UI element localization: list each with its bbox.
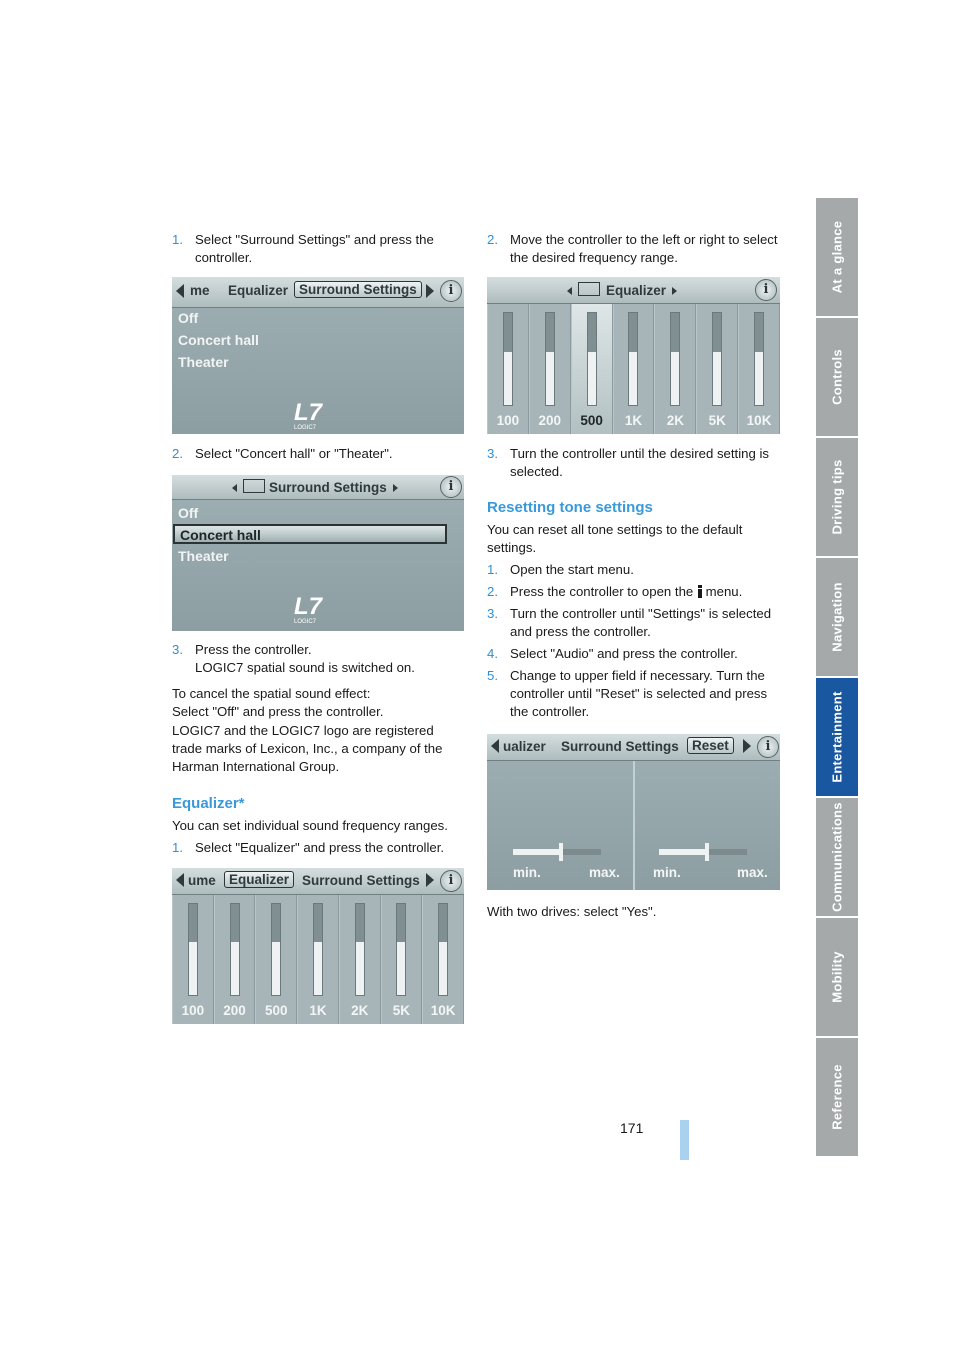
eq-band-label: 2K [351, 1003, 369, 1018]
screen-surround-selected [172, 475, 464, 631]
eq-slider-track [396, 903, 406, 996]
trademark-text: LOGIC7 and the LOGIC7 logo are registered trade marks of Lexicon, Inc., a company of the Harman International Group. [172, 723, 443, 774]
screen-title: Equalizer [606, 283, 667, 298]
balance-bar-fill [513, 849, 561, 855]
reset-panel-right [635, 761, 780, 890]
balance-bar-track [561, 849, 601, 855]
screen-menu-bar [487, 734, 780, 761]
logic7-logo: L7 LOGIC7 [294, 593, 323, 625]
section-tab-navigation[interactable] [816, 558, 858, 676]
menu-tab-equalizer: ualizer [503, 739, 546, 754]
eq-band[interactable] [696, 304, 738, 434]
section-tab-reference[interactable] [816, 1038, 858, 1156]
menu-tab-equalizer: Equalizer [224, 871, 294, 888]
eq-band-label: 5K [708, 413, 726, 428]
eq-band[interactable] [297, 895, 339, 1024]
eq-slider-level [272, 942, 280, 995]
left-eq-step-1 [172, 839, 472, 857]
cancel-text-1: To cancel the spatial sound effect: [172, 686, 371, 701]
section-tab-label: Communications [829, 802, 845, 912]
menu-tab-surround-settings: Surround Settings [561, 739, 679, 754]
right-step-2 [487, 231, 783, 267]
eq-band-label: 1K [309, 1003, 327, 1018]
step-text: Select "Concert hall" or "Theater". [195, 446, 393, 461]
eq-slider-track [503, 312, 513, 406]
section-tab-label: Navigation [829, 582, 845, 652]
heading-resetting-tone-settings: Resetting tone settings [487, 499, 653, 516]
reset-step-5: 5. Change to upper field if necessary. Turn the controller until "Reset" is selected and press the controller. [487, 668, 768, 719]
step-text-result: LOGIC7 spatial sound is switched on. [195, 660, 415, 675]
eq-slider-track [754, 312, 764, 406]
screen-title: Surround Settings [269, 480, 387, 495]
reset-step-4: 4. Select "Audio" and press the controller. [487, 646, 738, 661]
cancel-paragraph [172, 685, 472, 721]
eq-band-label: 500 [265, 1003, 288, 1018]
step-number: 2. [487, 232, 498, 247]
menu-item-concert-hall: Concert hall [178, 332, 259, 348]
right-arrow-icon [393, 484, 398, 492]
section-tab-label: Mobility [829, 951, 845, 1003]
eq-band-label: 10K [430, 1003, 456, 1018]
heading-equalizer: Equalizer* [172, 795, 245, 812]
eq-slider-level [629, 352, 637, 405]
step-text: Select "Surround Settings" and press the controller. [195, 232, 434, 265]
max-label: max. [737, 865, 768, 880]
eq-band[interactable] [255, 895, 297, 1024]
left-arrow-icon [567, 287, 572, 295]
menu-item-theater: Theater [178, 354, 229, 370]
min-label: min. [653, 865, 681, 880]
eq-slider-track [271, 903, 281, 996]
reset-step-1: 1. Open the start menu. [487, 562, 634, 577]
eq-slider-level [231, 942, 239, 995]
page-marker-bar [680, 1120, 689, 1160]
eq-band[interactable] [487, 304, 529, 434]
eq-slider-track [188, 903, 198, 996]
screen-equalizer-tabs [172, 868, 464, 1024]
eq-slider-track [712, 312, 722, 406]
cancel-text-2: Select "Off" and press the controller. [172, 704, 384, 719]
step-number: 1. [172, 840, 183, 855]
reset-step-3: 3. Turn the controller until "Settings" is selected and press the controller. [487, 606, 772, 639]
eq-slider-level [439, 942, 447, 995]
eq-slider-level [356, 942, 364, 995]
equalizer-bands [487, 304, 780, 434]
eq-band[interactable] [214, 895, 256, 1024]
eq-band[interactable] [738, 304, 780, 434]
screen-equalizer-select [487, 277, 780, 434]
left-step-1 [172, 231, 472, 267]
wave-title [567, 282, 677, 298]
info-icon: i [440, 280, 462, 302]
min-label: min. [513, 865, 541, 880]
page-number: 171 [620, 1120, 644, 1136]
reset-step-list [487, 561, 783, 721]
menu-tab-equalizer: Equalizer [228, 283, 289, 298]
eq-band-label: 1K [624, 413, 643, 428]
right-arrow-icon [672, 287, 677, 295]
section-tab-controls[interactable] [816, 318, 858, 436]
eq-slider-track [313, 903, 323, 996]
equalizer-wave-icon [243, 479, 265, 493]
eq-slider-track [438, 903, 448, 996]
fader-bar-fill [659, 849, 707, 855]
menu-item-theater: Theater [178, 548, 229, 564]
left-arrow-icon [176, 284, 184, 298]
info-icon: i [440, 476, 462, 498]
eq-band[interactable] [422, 895, 464, 1024]
section-tab-entertainment[interactable] [816, 678, 858, 796]
eq-slider-level [755, 352, 763, 405]
fader-handle [705, 843, 709, 861]
balance-handle [559, 843, 563, 861]
eq-band[interactable] [613, 304, 655, 434]
equalizer-wave-icon [578, 282, 600, 296]
eq-slider-level [671, 352, 679, 405]
logic7-logo: L7 LOGIC7 [294, 399, 323, 431]
step-text: Move the controller to the left or right to select the desired frequency range. [510, 232, 778, 265]
screen-title-bar [172, 475, 464, 500]
section-tab-label: Entertainment [829, 691, 845, 783]
eq-band[interactable] [381, 895, 423, 1024]
screen-reset [487, 734, 780, 890]
left-arrow-icon [176, 873, 184, 887]
equalizer-intro-text: You can set individual sound frequency ranges. [172, 818, 448, 833]
step-number: 2. [172, 446, 183, 461]
screen-surround-menu [172, 277, 464, 434]
eq-slider-level [314, 942, 322, 995]
eq-slider-track [628, 312, 638, 406]
info-icon [697, 585, 702, 598]
menu-item-off: Off [178, 310, 199, 326]
menu-tab-volume: me [190, 283, 210, 298]
menu-tab-volume: ume [188, 873, 216, 888]
step-number: 3. [172, 642, 183, 657]
eq-band-label: 5K [392, 1003, 411, 1018]
section-tab-driving-tips[interactable] [816, 438, 858, 556]
fader-bar-track [707, 849, 747, 855]
left-step-2 [172, 445, 472, 463]
equalizer-bands [172, 895, 464, 1024]
eq-slider-track [670, 312, 680, 406]
section-tab-label: Reference [829, 1064, 845, 1130]
right-step-3 [487, 445, 783, 481]
step-text: Select "Equalizer" and press the controller. [195, 840, 445, 855]
reset-panel-left [487, 761, 635, 890]
menu-tab-surround-settings: Surround Settings [294, 281, 422, 298]
reset-intro [487, 521, 777, 557]
left-step-3 [172, 641, 472, 677]
eq-band-label: 500 [580, 413, 603, 428]
eq-slider-track [587, 312, 597, 406]
menu-tab-surround-settings: Surround Settings [302, 873, 420, 888]
eq-slider-track [545, 312, 555, 406]
reset-step-2: 2. Press the controller to open the menu. [487, 584, 743, 599]
section-tab-label: Controls [829, 349, 845, 405]
eq-band-label: 10K [746, 413, 772, 428]
eq-slider-level [504, 352, 512, 405]
eq-band[interactable] [172, 895, 214, 1024]
reset-intro-text: You can reset all tone settings to the default settings. [487, 522, 743, 555]
eq-slider-level [397, 942, 405, 995]
section-tab-at-a-glance[interactable] [816, 198, 858, 316]
screen-title-bar [487, 277, 780, 304]
step-text: Turn the controller until the desired setting is selected. [510, 446, 769, 479]
two-drives-text: With two drives: select "Yes". [487, 904, 657, 919]
step-text: Press the controller. [195, 642, 312, 657]
menu-tab-reset: Reset [687, 737, 734, 754]
wave-title [232, 479, 398, 495]
screen-menu-bar [172, 868, 464, 895]
eq-band[interactable] [654, 304, 696, 434]
step-number: 1. [172, 232, 183, 247]
eq-band[interactable] [529, 304, 571, 434]
screen-menu-bar [172, 277, 464, 308]
two-drives-paragraph [487, 903, 783, 921]
eq-band[interactable] [571, 304, 613, 434]
eq-band-label: 100 [181, 1003, 205, 1018]
section-tab-mobility[interactable] [816, 918, 858, 1036]
eq-slider-track [355, 903, 365, 996]
eq-slider-level [713, 352, 721, 405]
section-tab-label: At a glance [829, 220, 845, 294]
eq-slider-level [546, 352, 554, 405]
info-icon: i [440, 870, 462, 892]
trademark-paragraph [172, 722, 462, 776]
eq-band-label: 200 [538, 413, 562, 428]
eq-slider-level [189, 942, 197, 995]
eq-slider-level [588, 352, 596, 405]
right-arrow-icon [426, 284, 434, 298]
left-arrow-icon [232, 484, 237, 492]
section-tab-label: Driving tips [829, 459, 845, 535]
right-arrow-icon [743, 739, 751, 753]
right-arrow-icon [426, 873, 434, 887]
eq-slider-track [230, 903, 240, 996]
section-tab-communications[interactable] [816, 798, 858, 916]
max-label: max. [589, 865, 620, 880]
eq-band-label: 200 [223, 1003, 246, 1018]
info-icon: i [755, 279, 777, 301]
info-icon: i [757, 736, 779, 758]
eq-band[interactable] [339, 895, 381, 1024]
eq-band-label: 100 [496, 413, 520, 428]
menu-item-concert-hall-selected: Concert hall [173, 524, 447, 544]
step-number: 3. [487, 446, 498, 461]
menu-item-off: Off [178, 505, 199, 521]
left-arrow-icon [491, 739, 499, 753]
eq-band-label: 2K [666, 413, 684, 428]
equalizer-intro [172, 817, 472, 835]
